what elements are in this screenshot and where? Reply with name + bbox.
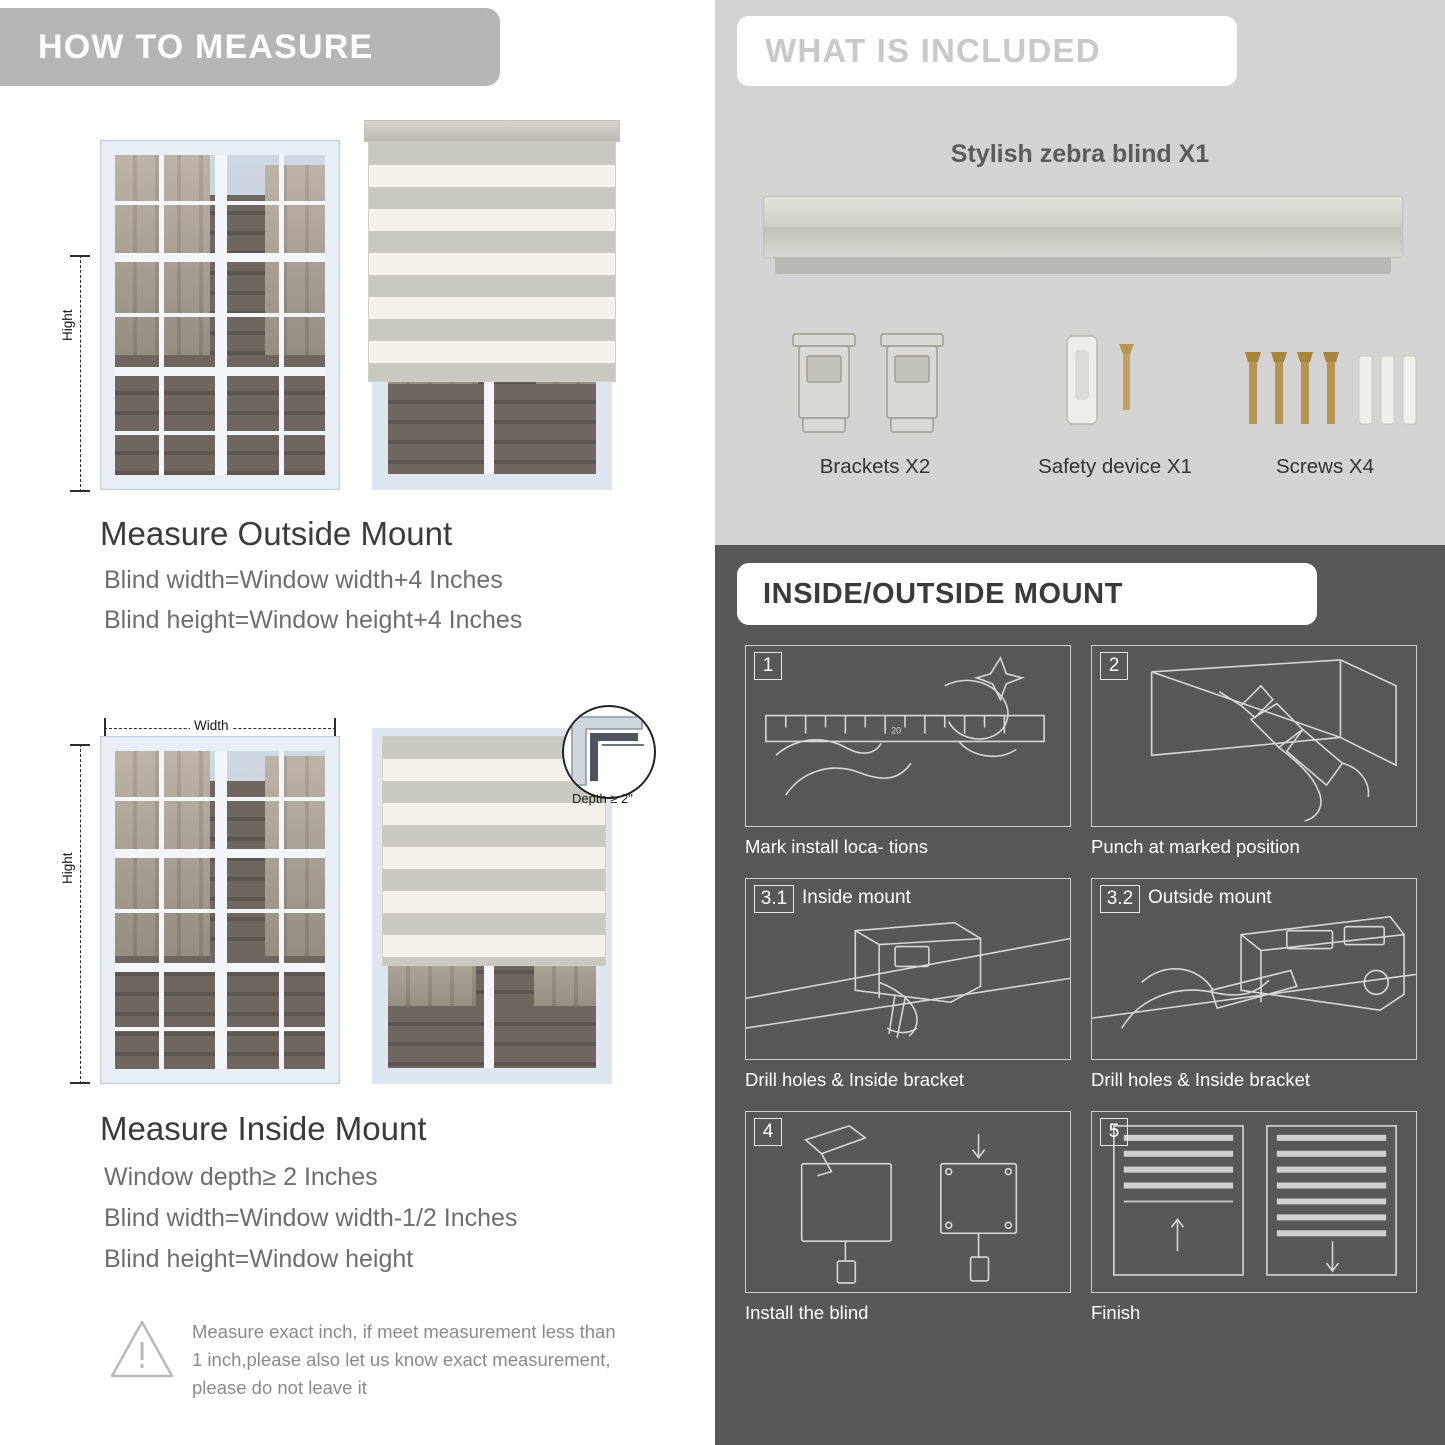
step-5-caption: Finish	[1091, 1302, 1141, 1323]
step-2-caption: Punch at marked position	[1091, 836, 1300, 857]
depth-label: Depth ≥ 2"	[572, 791, 633, 806]
step-3-1-subtitle: Inside mount	[802, 887, 911, 908]
step-4-illustration	[745, 1111, 1071, 1293]
svg-text:20: 20	[891, 725, 902, 736]
step-4	[745, 1111, 1071, 1324]
safety-device-icon	[1045, 330, 1185, 440]
steps-grid	[745, 645, 1417, 1324]
how-to-measure-title: HOW TO MEASURE	[38, 27, 374, 66]
how-to-measure-section	[0, 0, 715, 1445]
what-is-included-banner	[737, 16, 1237, 86]
measure-note	[108, 1318, 622, 1401]
inside-mount-line-2: Blind width=Window width-1/2 Inches	[104, 1204, 518, 1232]
inside-mount-line-1: Window depth≥ 2 Inches	[104, 1163, 378, 1191]
step-1-illustration	[745, 645, 1071, 827]
depth-callout-icon	[562, 705, 656, 799]
screws-icon	[1235, 330, 1425, 440]
zebra-blind-headrail	[763, 196, 1403, 258]
what-is-included-title: WHAT IS INCLUDED	[765, 32, 1101, 69]
step-2-number: 2	[1100, 652, 1128, 680]
step-3-2-subtitle: Outside mount	[1148, 887, 1272, 908]
step-5	[1091, 1111, 1417, 1324]
product-title: Stylish zebra blind X1	[950, 140, 1210, 168]
inside-height-dimension-line	[80, 744, 81, 1084]
step-3-1	[745, 878, 1071, 1091]
inside-mount-figure	[0, 696, 715, 1096]
step-1-number: 1	[754, 652, 782, 680]
step-1	[745, 645, 1071, 858]
what-is-included-section	[715, 0, 1445, 545]
window-without-blind	[100, 140, 340, 490]
outside-mount-figure	[0, 100, 715, 520]
inside-outside-mount-banner	[737, 563, 1317, 625]
how-to-measure-banner	[0, 8, 500, 86]
right-column	[715, 0, 1445, 1445]
outside-mount-blind	[368, 142, 616, 382]
brackets-label: Brackets X2	[819, 455, 931, 478]
step-5-illustration	[1091, 1111, 1417, 1293]
inside-outside-mount-section	[715, 545, 1445, 1445]
step-4-number: 4	[754, 1118, 782, 1146]
dim-tick	[70, 490, 90, 492]
outside-mount-line-2: Blind height=Window height+4 Inches	[104, 606, 523, 634]
measure-note-text: Measure exact inch, if meet measurement less than 1 inch,please also let us know exact measurement, please do not leave it	[192, 1321, 616, 1398]
step-3-2-caption: Drill holes & Inside bracket	[1091, 1069, 1311, 1090]
headrail-shadow	[775, 258, 1391, 274]
dim-tick	[70, 255, 90, 257]
step-5-number: 5	[1100, 1118, 1128, 1146]
step-2-illustration	[1091, 645, 1417, 827]
step-3-1-caption: Drill holes & Inside bracket	[745, 1069, 965, 1090]
step-2	[1091, 645, 1417, 858]
safety-device-label: Safety device X1	[1038, 455, 1192, 478]
outside-mount-heading: Measure Outside Mount	[100, 515, 453, 552]
outside-blind-headrail	[364, 120, 620, 142]
inside-mount-line-3: Blind height=Window height	[104, 1245, 414, 1273]
step-3-2-number: 3.2	[1100, 885, 1140, 913]
window-without-blind-inside	[100, 736, 340, 1084]
inside-mount-heading: Measure Inside Mount	[100, 1110, 427, 1147]
inside-height-label: Hight	[60, 848, 75, 888]
step-1-caption: Mark install loca- tions	[745, 836, 929, 857]
inside-outside-mount-title: INSIDE/OUTSIDE MOUNT	[763, 577, 1124, 610]
warning-triangle-icon	[108, 1318, 176, 1380]
step-4-caption: Install the blind	[745, 1302, 869, 1323]
step-3-1-illustration	[745, 878, 1071, 1060]
outside-mount-line-1: Blind width=Window width+4 Inches	[104, 566, 503, 594]
screws-label: Screws X4	[1276, 455, 1374, 478]
brackets-icon	[785, 330, 965, 440]
inside-width-label: Width	[190, 718, 233, 733]
outside-height-label: Hight	[60, 305, 75, 345]
outside-height-dimension-line	[80, 255, 81, 492]
step-3-1-number: 3.1	[754, 885, 794, 913]
step-3-2-illustration	[1091, 878, 1417, 1060]
step-3-2	[1091, 878, 1417, 1091]
